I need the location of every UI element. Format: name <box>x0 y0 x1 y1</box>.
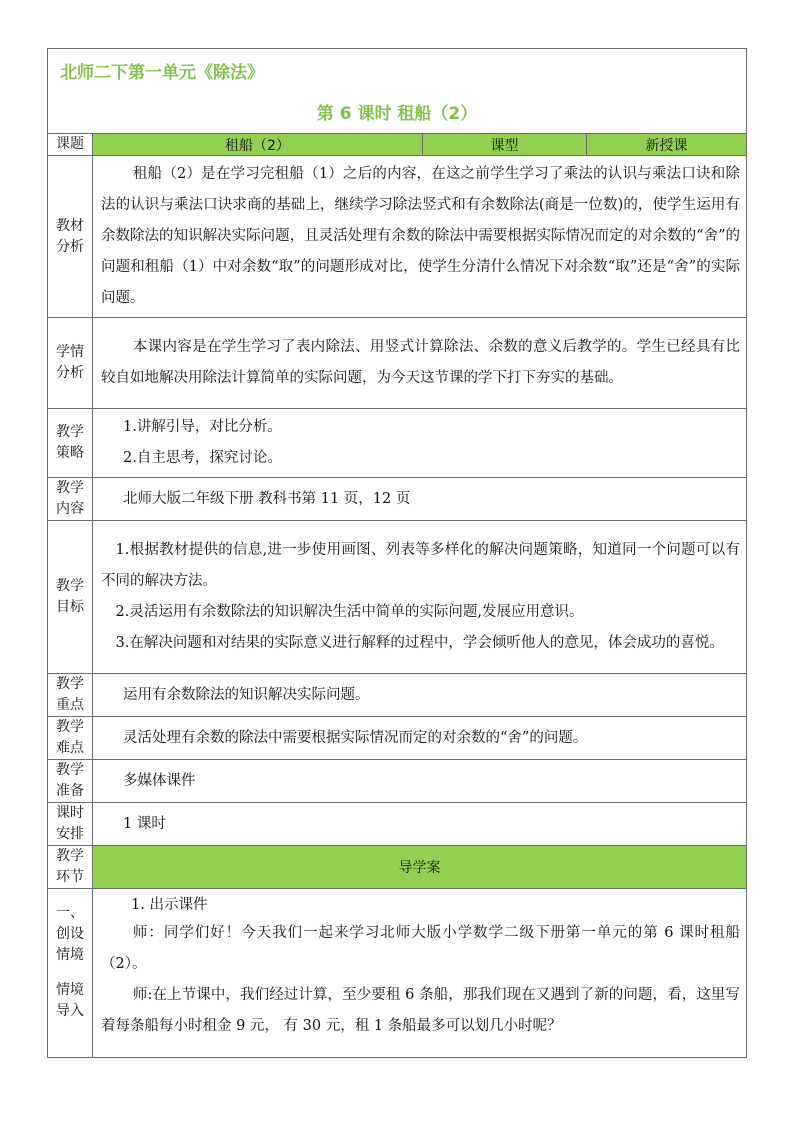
list-item: 2.自主思考，探究讨论。 <box>123 450 282 466</box>
schedule-content: 1 课时 <box>93 803 747 846</box>
title-cell <box>48 49 747 134</box>
key-points-content: 运用有余数除法的知识解决实际问题。 <box>93 674 747 717</box>
student-analysis-content: 本课内容是在学生学习了表内除法、用竖式计算除法、余数的意义后教学的。学生已经具有比较自如地解决用除法计算简单的实际问题，为今天这节课的学下打下夯实的基础。 <box>93 318 747 409</box>
topic-label: 课题 <box>48 134 93 156</box>
type-label: 课型 <box>423 134 587 156</box>
student-analysis-label: 学情 分析 <box>48 318 93 409</box>
key-points-label: 教学 重点 <box>48 674 93 717</box>
schedule-label: 课时 安排 <box>48 803 93 846</box>
page-title: 北师二下第一单元《除法》 <box>60 63 264 83</box>
preparation-content: 多媒体课件 <box>93 760 747 803</box>
list-item: 1. 出示课件 <box>131 897 208 913</box>
list-item: 师:在上节课中，我们经过计算，至少要租 6 条船，那我们现在又遇到了新的问题，看，这里写着每条船每小时租金 9 元， 有 30 元，租 1 条船最多可以划几小时呢？ <box>101 987 740 1034</box>
section-header-label: 教学 环节 <box>48 846 93 889</box>
intro-content <box>93 889 747 1058</box>
list-item: 1.讲解引导，对比分析。 <box>123 419 282 435</box>
difficulties-label: 教学 难点 <box>48 717 93 760</box>
intro-label: 一、 创设 情境 情境 导入 <box>48 889 93 1058</box>
list-item: 师：同学们好！今天我们一起来学习北师大版小学数学二级下册第一单元的第 6 课时租船（2）。 <box>101 925 740 972</box>
preparation-label: 教学 准备 <box>48 760 93 803</box>
teaching-goals-content <box>93 521 747 674</box>
list-item: 2.灵活运用有余数除法的知识解决生活中简单的实际问题,发展应用意识。 <box>115 604 584 620</box>
section-header-title: 导学案 <box>93 846 747 889</box>
textbook-analysis-content: 租船（2）是在学习完租船（1）之后的内容，在这之前学生学习了乘法的认识与乘法口诀和除法的认识与乘法口诀求商的基础上，继续学习除法竖式和有余数除法(商是一位数)的，使学生运用有余数除法的知识解决实际问题，且灵活处理有余数的除法中需要根据实际情况而定的对余数的“舍”的问题和租船（1）中对余数“取”的问题形成对比，使学生分清什么情况下对余数“取”还是“舍”的实际问题。 <box>93 156 747 318</box>
list-item: 3.在解决问题和对结果的实际意义进行解释的过程中，学会倾听他人的意见，体会成功的喜悦。 <box>115 635 724 651</box>
textbook-analysis-label: 教材 分析 <box>48 156 93 318</box>
lesson-plan-table <box>47 48 747 1058</box>
teaching-content-content: 北师大版二年级下册 教科书第 11 页，12 页 <box>93 478 747 521</box>
lesson-plan <box>47 48 746 1058</box>
lesson-subtitle: 第 6 课时 租船（2） <box>316 104 478 124</box>
teaching-strategy-content <box>93 409 747 478</box>
topic-value: 租船（2） <box>93 134 423 156</box>
teaching-goals-label: 教学 目标 <box>48 521 93 674</box>
type-value: 新授课 <box>587 134 747 156</box>
list-item: 1.根据教材提供的信息,进一步使用画图、列表等多样化的解决问题策略，知道同一个问题可以有不同的解决方法。 <box>101 542 740 589</box>
teaching-strategy-label: 教学 策略 <box>48 409 93 478</box>
difficulties-content: 灵活处理有余数的除法中需要根据实际情况而定的对余数的“舍”的问题。 <box>93 717 747 760</box>
teaching-content-label: 教学 内容 <box>48 478 93 521</box>
